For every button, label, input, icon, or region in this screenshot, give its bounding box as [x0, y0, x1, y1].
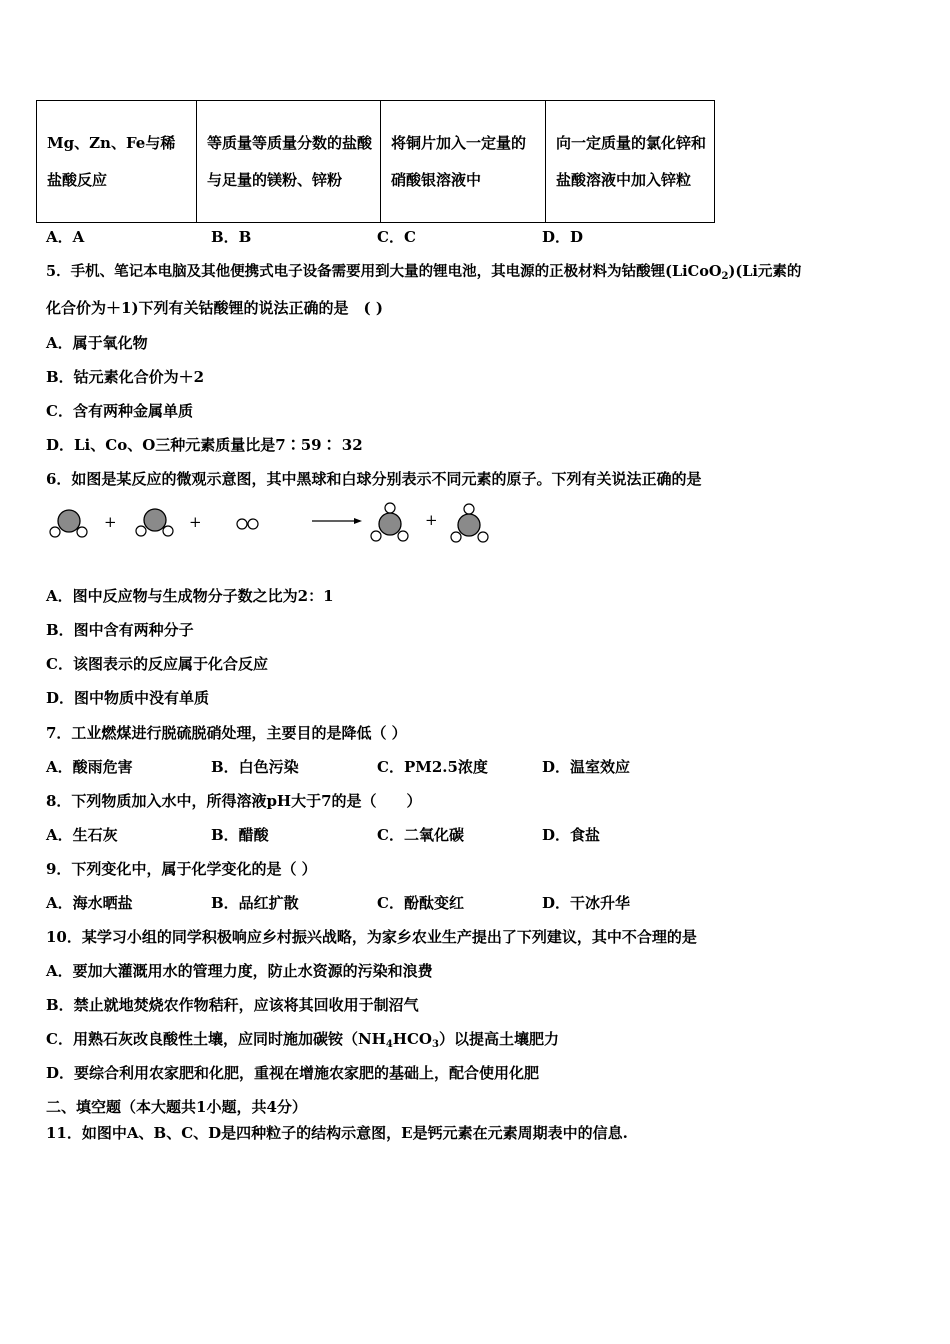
q7-option-c[interactable]: C．PM2.5浓度 [377, 758, 488, 776]
table-row [37, 101, 715, 223]
q11-stem: 11．如图中A、B、C、D是四种粒子的结构示意图，E是钙元素在元素周期表中的信息. [46, 1124, 628, 1142]
q7-option-b[interactable]: B．白色污染 [211, 758, 299, 776]
q10-stem: 10．某学习小组的同学积极响应乡村振兴战略，为家乡农业生产提出了下列建议，其中不合理的是 [46, 928, 697, 946]
q5-option-b[interactable]: B．钴元素化合价为＋2 [46, 368, 205, 386]
q4-option-d[interactable]: D．D [542, 228, 584, 246]
q10-option-c-part: HCO [392, 1030, 432, 1048]
product-molecule-2 [451, 504, 488, 542]
q10-option-c[interactable] [46, 1028, 559, 1050]
plus-sign-2: + [189, 513, 202, 531]
q7-stem: 7．工业燃煤进行脱硫脱硝处理，主要目的是降低（ ） [46, 724, 407, 742]
q4-option-c[interactable]: C．C [377, 228, 416, 246]
q9-option-d[interactable]: D．干冰升华 [542, 894, 631, 912]
formula-subscript: 3 [431, 1039, 439, 1050]
q8-option-c[interactable]: C．二氧化碳 [377, 826, 464, 844]
q4-cell-b: 等质量等质量分数的盐酸与足量的镁粉、锌粉 [197, 101, 381, 223]
q6-option-d[interactable]: D．图中物质中没有单质 [46, 689, 210, 707]
section-title: 二、填空题（本大题共1小题，共4分） [46, 1098, 307, 1116]
reaction-arrow [312, 518, 362, 524]
q6-option-a[interactable]: A．图中反应物与生成物分子数之比为2：1 [46, 587, 334, 605]
q5-stem-line2: 化合价为＋1)下列有关钴酸锂的说法正确的是 ( ) [46, 299, 383, 317]
reactant-molecule-3 [237, 519, 258, 529]
q10-option-c-part: ）以提高土壤肥力 [438, 1030, 559, 1048]
q4-table [36, 100, 715, 223]
formula-subscript: 4 [385, 1039, 393, 1050]
q7-option-d[interactable]: D．温室效应 [542, 758, 631, 776]
q6-option-b[interactable]: B．图中含有两种分子 [46, 621, 194, 639]
q6-option-c[interactable]: C．该图表示的反应属于化合反应 [46, 655, 268, 673]
q9-option-a[interactable]: A．海水晒盐 [46, 894, 133, 912]
q8-option-a[interactable]: A．生石灰 [46, 826, 118, 844]
product-molecule-1 [371, 503, 408, 541]
q10-option-b[interactable]: B．禁止就地焚烧农作物秸秆，应该将其回收用于制沼气 [46, 996, 419, 1014]
q10-option-c-part: C．用熟石灰改良酸性土壤，应同时施加碳铵（NH [46, 1030, 386, 1048]
q4-option-a[interactable]: A．A [46, 228, 85, 246]
q5-stem-part: )(Li元素的 [728, 263, 802, 280]
q4-cell-a: Mg、Zn、Fe与稀盐酸反应 [37, 101, 197, 223]
q8-option-b[interactable]: B．醋酸 [211, 826, 269, 844]
q8-option-d[interactable]: D．食盐 [542, 826, 601, 844]
q4-option-b[interactable]: B．B [211, 228, 252, 246]
q5-option-c[interactable]: C．含有两种金属单质 [46, 402, 193, 420]
q10-option-d[interactable]: D．要综合利用农家肥和化肥，重视在增施农家肥的基础上，配合使用化肥 [46, 1064, 540, 1082]
q5-stem-line1 [46, 260, 801, 282]
q6-stem: 6．如图是某反应的微观示意图，其中黑球和白球分别表示不同元素的原子。下列有关说法正确的是 [46, 470, 702, 488]
q10-option-a[interactable]: A．要加大灌溉用水的管理力度，防止水资源的污染和浪费 [46, 962, 433, 980]
q8-stem: 8．下列物质加入水中，所得溶液pH大于7的是（ ） [46, 792, 422, 810]
q5-stem-part: 5．手机、笔记本电脑及其他便携式电子设备需要用到大量的锂电池，其电源的正极材料为钴酸锂(LiCoO [46, 263, 722, 280]
q5-option-d[interactable]: D．Li、Co、O三种元素质量比是7∶59∶ 32 [46, 436, 363, 454]
q7-option-a[interactable]: A．酸雨危害 [46, 758, 133, 776]
q9-option-b[interactable]: B．品红扩散 [211, 894, 299, 912]
reactant-molecule-1 [50, 510, 87, 537]
plus-sign-3: + [425, 511, 438, 529]
q9-option-c[interactable]: C．酚酞变红 [377, 894, 464, 912]
q5-option-a[interactable]: A．属于氧化物 [46, 334, 148, 352]
q5-formula-subscript: 2 [721, 271, 729, 282]
reactant-molecule-2 [136, 509, 173, 536]
q4-cell-c: 将铜片加入一定量的硝酸银溶液中 [381, 101, 546, 223]
q9-stem: 9．下列变化中，属于化学变化的是（ ） [46, 860, 317, 878]
plus-sign-1: + [104, 513, 117, 531]
q4-cell-d: 向一定质量的氯化锌和盐酸溶液中加入锌粒 [546, 101, 715, 223]
